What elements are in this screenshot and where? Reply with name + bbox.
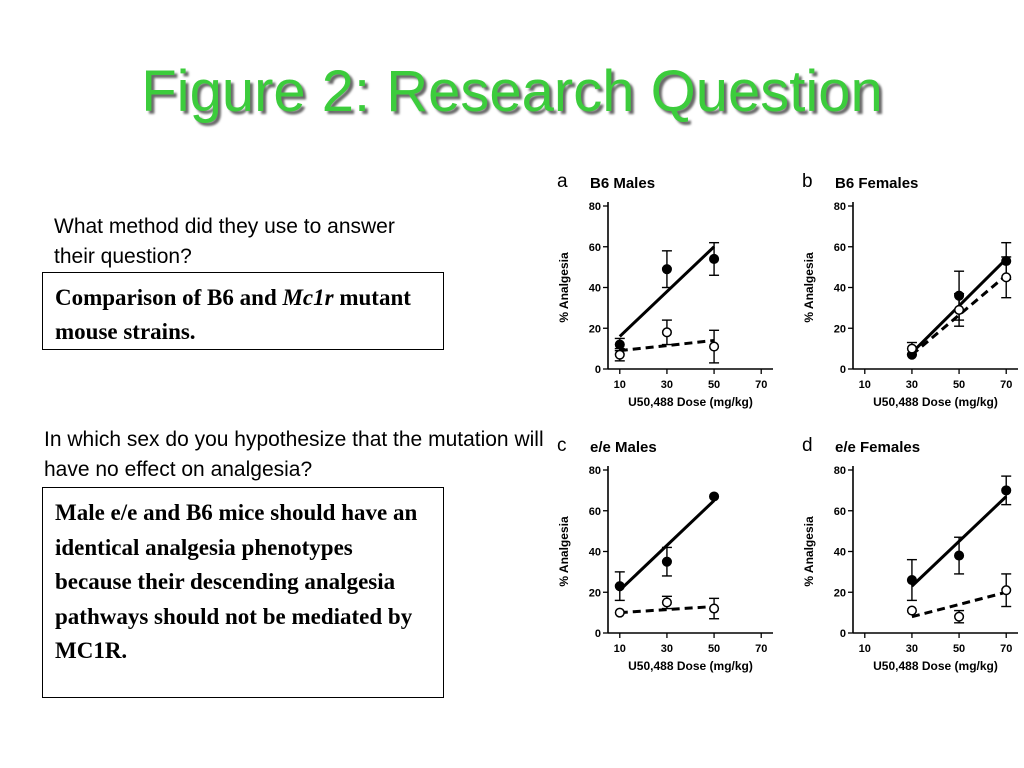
panel-title: e/e Males [590,439,657,456]
data-point [955,612,964,621]
question-method: What method did they use to answer their question? [54,215,395,268]
y-tick-label: 40 [588,546,601,559]
data-point [615,608,624,617]
chart-panel-d [802,435,1018,673]
x-tick-label: 10 [613,379,626,391]
data-point [615,582,624,591]
series-filled [907,476,1011,600]
data-point [663,328,672,337]
panel-letter: c [557,435,567,456]
data-point [1002,273,1011,282]
y-tick-label: 0 [594,628,601,640]
series-open [908,574,1012,623]
x-axis-label: U50,488 Dose (mg/kg) [873,659,998,673]
data-point [1002,486,1011,495]
answer-method-text-1: Comparison of B6 and [55,285,283,310]
x-axis-label: U50,488 Dose (mg/kg) [628,395,753,409]
fit-line-solid [620,501,714,591]
x-tick-label: 50 [952,379,966,391]
y-tick-label: 60 [833,505,846,518]
y-tick-label: 0 [594,364,601,376]
data-point [663,557,672,566]
x-tick-label: 10 [858,643,871,655]
chart-panel-a [557,171,773,409]
x-axis-label: U50,488 Dose (mg/kg) [873,395,998,409]
data-point [663,598,672,607]
panel-letter: b [802,171,813,192]
chart-panel-c [557,435,773,673]
y-tick-label: 40 [833,546,846,559]
x-tick-label: 50 [952,643,966,655]
data-point [615,340,624,349]
data-point [710,604,719,613]
slide-title: Figure 2: Research Question [141,59,883,124]
y-tick-label: 20 [833,587,846,600]
panel-title: B6 Males [590,175,656,192]
x-tick-label: 10 [613,643,626,655]
chart-panel-b [802,171,1018,409]
y-axis-label: % Analgesia [802,516,816,587]
y-tick-label: 80 [833,201,846,213]
x-tick-label: 30 [660,379,674,391]
x-tick-label: 10 [858,379,871,391]
data-point [615,350,624,359]
data-point [710,342,719,351]
x-tick-label: 70 [1000,643,1013,655]
series-open [615,596,719,618]
y-tick-label: 20 [588,323,601,336]
panel-title: e/e Females [835,439,921,456]
data-point [663,265,672,274]
y-tick-label: 60 [588,505,601,518]
x-tick-label: 70 [755,643,768,655]
y-tick-label: 40 [833,282,846,295]
x-tick-label: 30 [905,643,919,655]
x-tick-label: 30 [905,379,919,391]
y-tick-label: 60 [833,241,846,254]
x-tick-label: 70 [1000,379,1013,391]
answer-hypothesis-text: Male e/e and B6 mice should have an identical analgesia phenotypes because their descending analgesia pathways should not be mediated by MC1R. [55,500,418,663]
y-axis-label: % Analgesia [557,252,571,323]
data-point [908,344,917,353]
question-hypothesis: In which sex do you hypothesize that the mutation will have no effect on analgesia? [44,428,544,481]
y-tick-label: 80 [588,465,601,477]
x-tick-label: 50 [707,379,721,391]
y-tick-label: 40 [588,282,601,295]
answer-method-gene: Mc1r [282,285,334,310]
y-tick-label: 0 [839,628,846,640]
x-axis-label: U50,488 Dose (mg/kg) [628,659,753,673]
data-point [1002,586,1011,595]
y-tick-label: 60 [588,241,601,254]
panel-letter: d [802,435,813,456]
data-point [710,255,719,264]
y-tick-label: 0 [839,364,846,376]
series-filled [615,492,719,600]
data-point [710,492,719,501]
y-tick-label: 20 [588,587,601,600]
answer-hypothesis-box [42,487,444,698]
data-point [955,551,964,560]
answer-method-box [42,272,444,350]
y-tick-label: 80 [833,465,846,477]
panel-letter: a [557,171,568,192]
figure-panels [540,160,1024,680]
y-tick-label: 80 [588,201,601,213]
y-axis-label: % Analgesia [802,252,816,323]
data-point [908,576,917,585]
data-point [908,606,917,615]
data-point [955,306,964,315]
x-tick-label: 30 [660,643,674,655]
x-tick-label: 70 [755,379,768,391]
x-tick-label: 50 [707,643,721,655]
y-axis-label: % Analgesia [557,516,571,587]
answer-method-text-2: mutant mouse strains. [55,285,411,344]
panel-title: B6 Females [835,175,919,192]
y-tick-label: 20 [833,323,846,336]
